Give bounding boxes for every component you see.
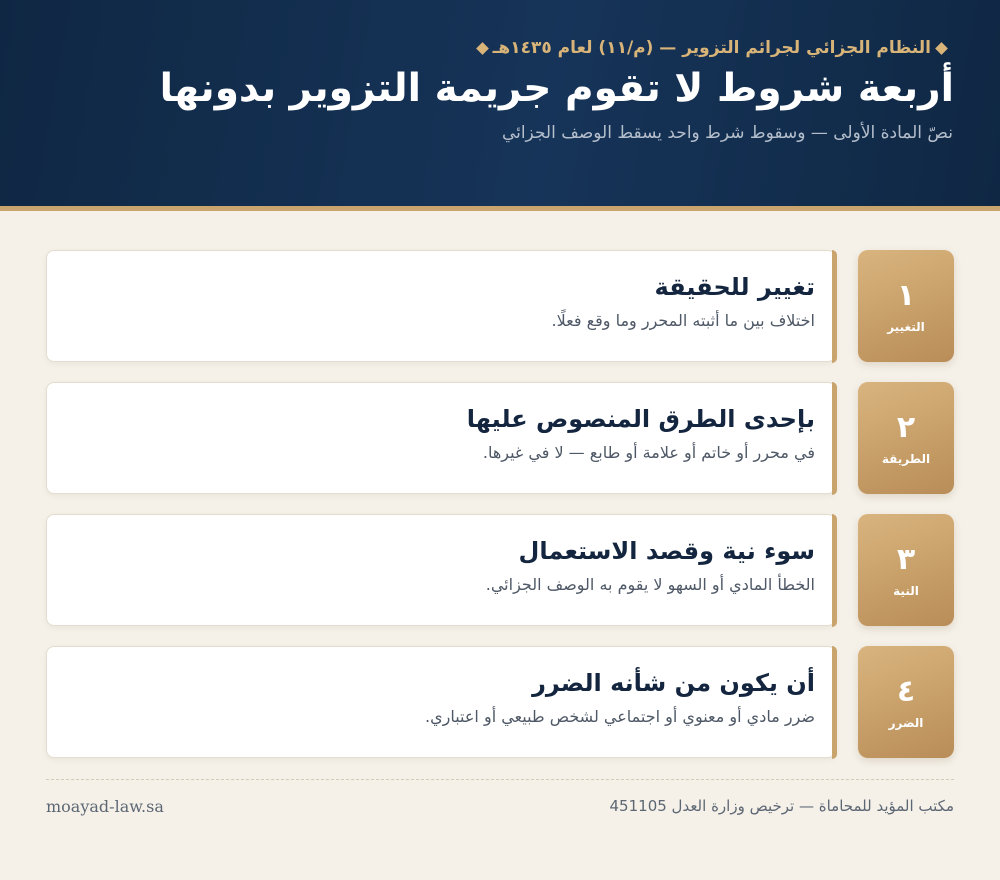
condition-number: ٢ bbox=[896, 410, 916, 445]
condition-title: أن يكون من شأنه الضرر bbox=[532, 669, 815, 697]
condition-title: بإحدى الطرق المنصوص عليها bbox=[466, 405, 815, 433]
condition-description: اختلاف بين ما أثبته المحرر وما وقع فعلًا. bbox=[551, 311, 815, 330]
condition-badge-2 bbox=[858, 382, 954, 494]
footer-divider bbox=[46, 779, 954, 780]
condition-number: ١ bbox=[896, 278, 916, 313]
condition-title: سوء نية وقصد الاستعمال bbox=[518, 537, 815, 565]
condition-badge-1 bbox=[858, 250, 954, 362]
condition-card-3 bbox=[46, 514, 836, 626]
page-title: أربعة شروط لا تقوم جريمة التزوير بدونها bbox=[159, 66, 954, 111]
diamond-icon bbox=[476, 42, 489, 55]
condition-number: ٤ bbox=[896, 674, 916, 709]
condition-number: ٣ bbox=[896, 542, 916, 577]
condition-description: في محرر أو خاتم أو علامة أو طابع — لا في غيرها. bbox=[482, 443, 815, 462]
condition-label: الطريقة bbox=[881, 452, 931, 466]
diamond-icon bbox=[935, 42, 948, 55]
header-banner bbox=[0, 0, 1000, 206]
footer-website[interactable]: moayad-law.sa bbox=[46, 797, 164, 816]
kicker-text: النظام الجزائي لجرائم التزوير — (م/١١) لعام ١٤٣٥هـ bbox=[492, 38, 931, 58]
condition-title: تغيير للحقيقة bbox=[654, 273, 815, 301]
condition-description: ضرر مادي أو معنوي أو اجتماعي لشخص طبيعي أو اعتباري. bbox=[425, 707, 815, 726]
condition-card-1 bbox=[46, 250, 836, 362]
condition-label: الضرر bbox=[888, 716, 924, 730]
condition-badge-3 bbox=[858, 514, 954, 626]
condition-label: النية bbox=[893, 584, 919, 598]
condition-label: التغيير bbox=[887, 320, 925, 334]
header-divider bbox=[0, 206, 1000, 211]
header-kicker bbox=[472, 38, 952, 58]
page-subtitle: نصّ المادة الأولى — وسقوط شرط واحد يسقط الوصف الجزائي bbox=[501, 123, 953, 143]
condition-description: الخطأ المادي أو السهو لا يقوم به الوصف الجزائي. bbox=[485, 575, 815, 594]
footer-office: مكتب المؤيد للمحاماة — ترخيص وزارة العدل 451105 bbox=[609, 797, 954, 815]
condition-badge-4 bbox=[858, 646, 954, 758]
condition-card-2 bbox=[46, 382, 836, 494]
condition-card-4 bbox=[46, 646, 836, 758]
